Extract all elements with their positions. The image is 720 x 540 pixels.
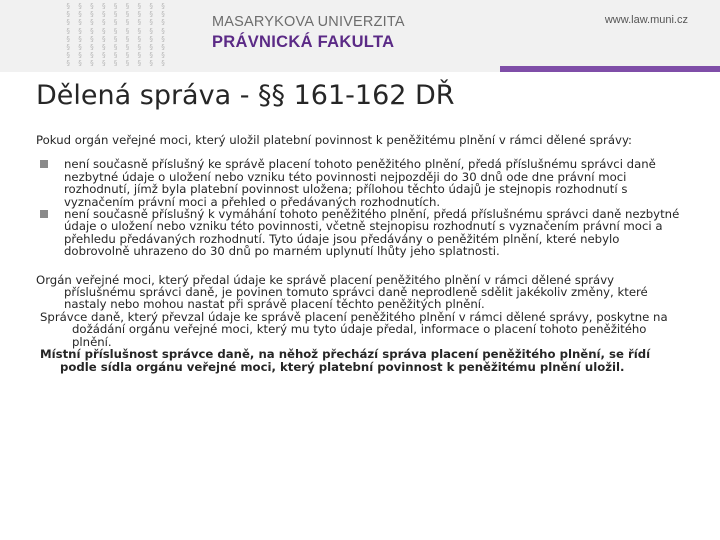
paragraph: Orgán veřejné moci, který předal údaje ke správě placení peněžitého plnění v rámci dělené správy příslušnému správci daně, je povinen tomuto správci daně neprodleně sdělit jakékoliv změny, které nastaly nebo mohou nastat při správě placení těchto peněžitých plnění. [36,272,648,312]
slide-content [36,134,684,373]
university-name: MASARYKOVA UNIVERZITA [212,14,405,30]
slide-title: Dělená správa - §§ 161-162 DŘ [36,80,455,111]
bullet-text: není současně příslušný ke správě placení tohoto peněžitého plnění, předá příslušnému správci daně nezbytné údaje o uložení nebo vzniku této povinnosti nejpozději do 30 dnů ode dne právní moci rozhodnutí, jímž byla platební povinnost uložena; přílohou těchto údajů je stejnopis rozhodnutí s vyznačením právní moci a přehled o předávaných rozhodnutích. [64,157,656,209]
bullet-item [36,158,684,208]
website-url[interactable]: www.law.muni.cz [604,14,688,26]
square-bullet-icon [40,210,48,218]
faculty-name: PRÁVNICKÁ FAKULTA [212,33,395,51]
accent-bar [500,66,720,72]
square-bullet-icon [40,160,48,168]
logo-pattern-icon: § § § § § § § § § § § § § § § § § § § § § § § § § § § § § § § § § § § § § § § § § § § § § § § § § § § § § § § § § § § § § § § § § § § § § § § § [66,2,167,68]
paragraph-bold: Místní příslušnost správce daně, na něhož přechází správa placení peněžitého plnění, se řídí podle sídla orgánu veřejné moci, který platební povinnost k peněžitému plnění uložil. [40,347,651,374]
intro-paragraph: Pokud orgán veřejné moci, který uložil platební povinnost k peněžitému plnění v rámci dělené správy: [36,133,632,147]
paragraph: Správce daně, který převzal údaje ke správě placení peněžitého plnění v rámci dělené správy, poskytne na dožádání orgánu veřejné moci, který mu tyto údaje předal, informace o placení tohoto peněžitého plnění. [40,309,668,349]
header-bar [0,0,720,72]
bullet-text: není současně příslušný k vymáhání tohoto peněžitého plnění, předá příslušnému správci daně nezbytné údaje o uložení nebo vzniku této povinnosti, včetně stejnopisu rozhodnutí s vyznačením právní moci a přehledu předávaných rozhodnutí. Tyto údaje jsou předávány o peněžitém plnění, které nebylo dobrovolně uhrazeno do 30 dnů po marném uplynutí lhůty jeho splatnosti. [64,207,680,259]
bullet-item [36,208,684,258]
spacer [36,258,684,274]
bullet-list [36,158,684,257]
